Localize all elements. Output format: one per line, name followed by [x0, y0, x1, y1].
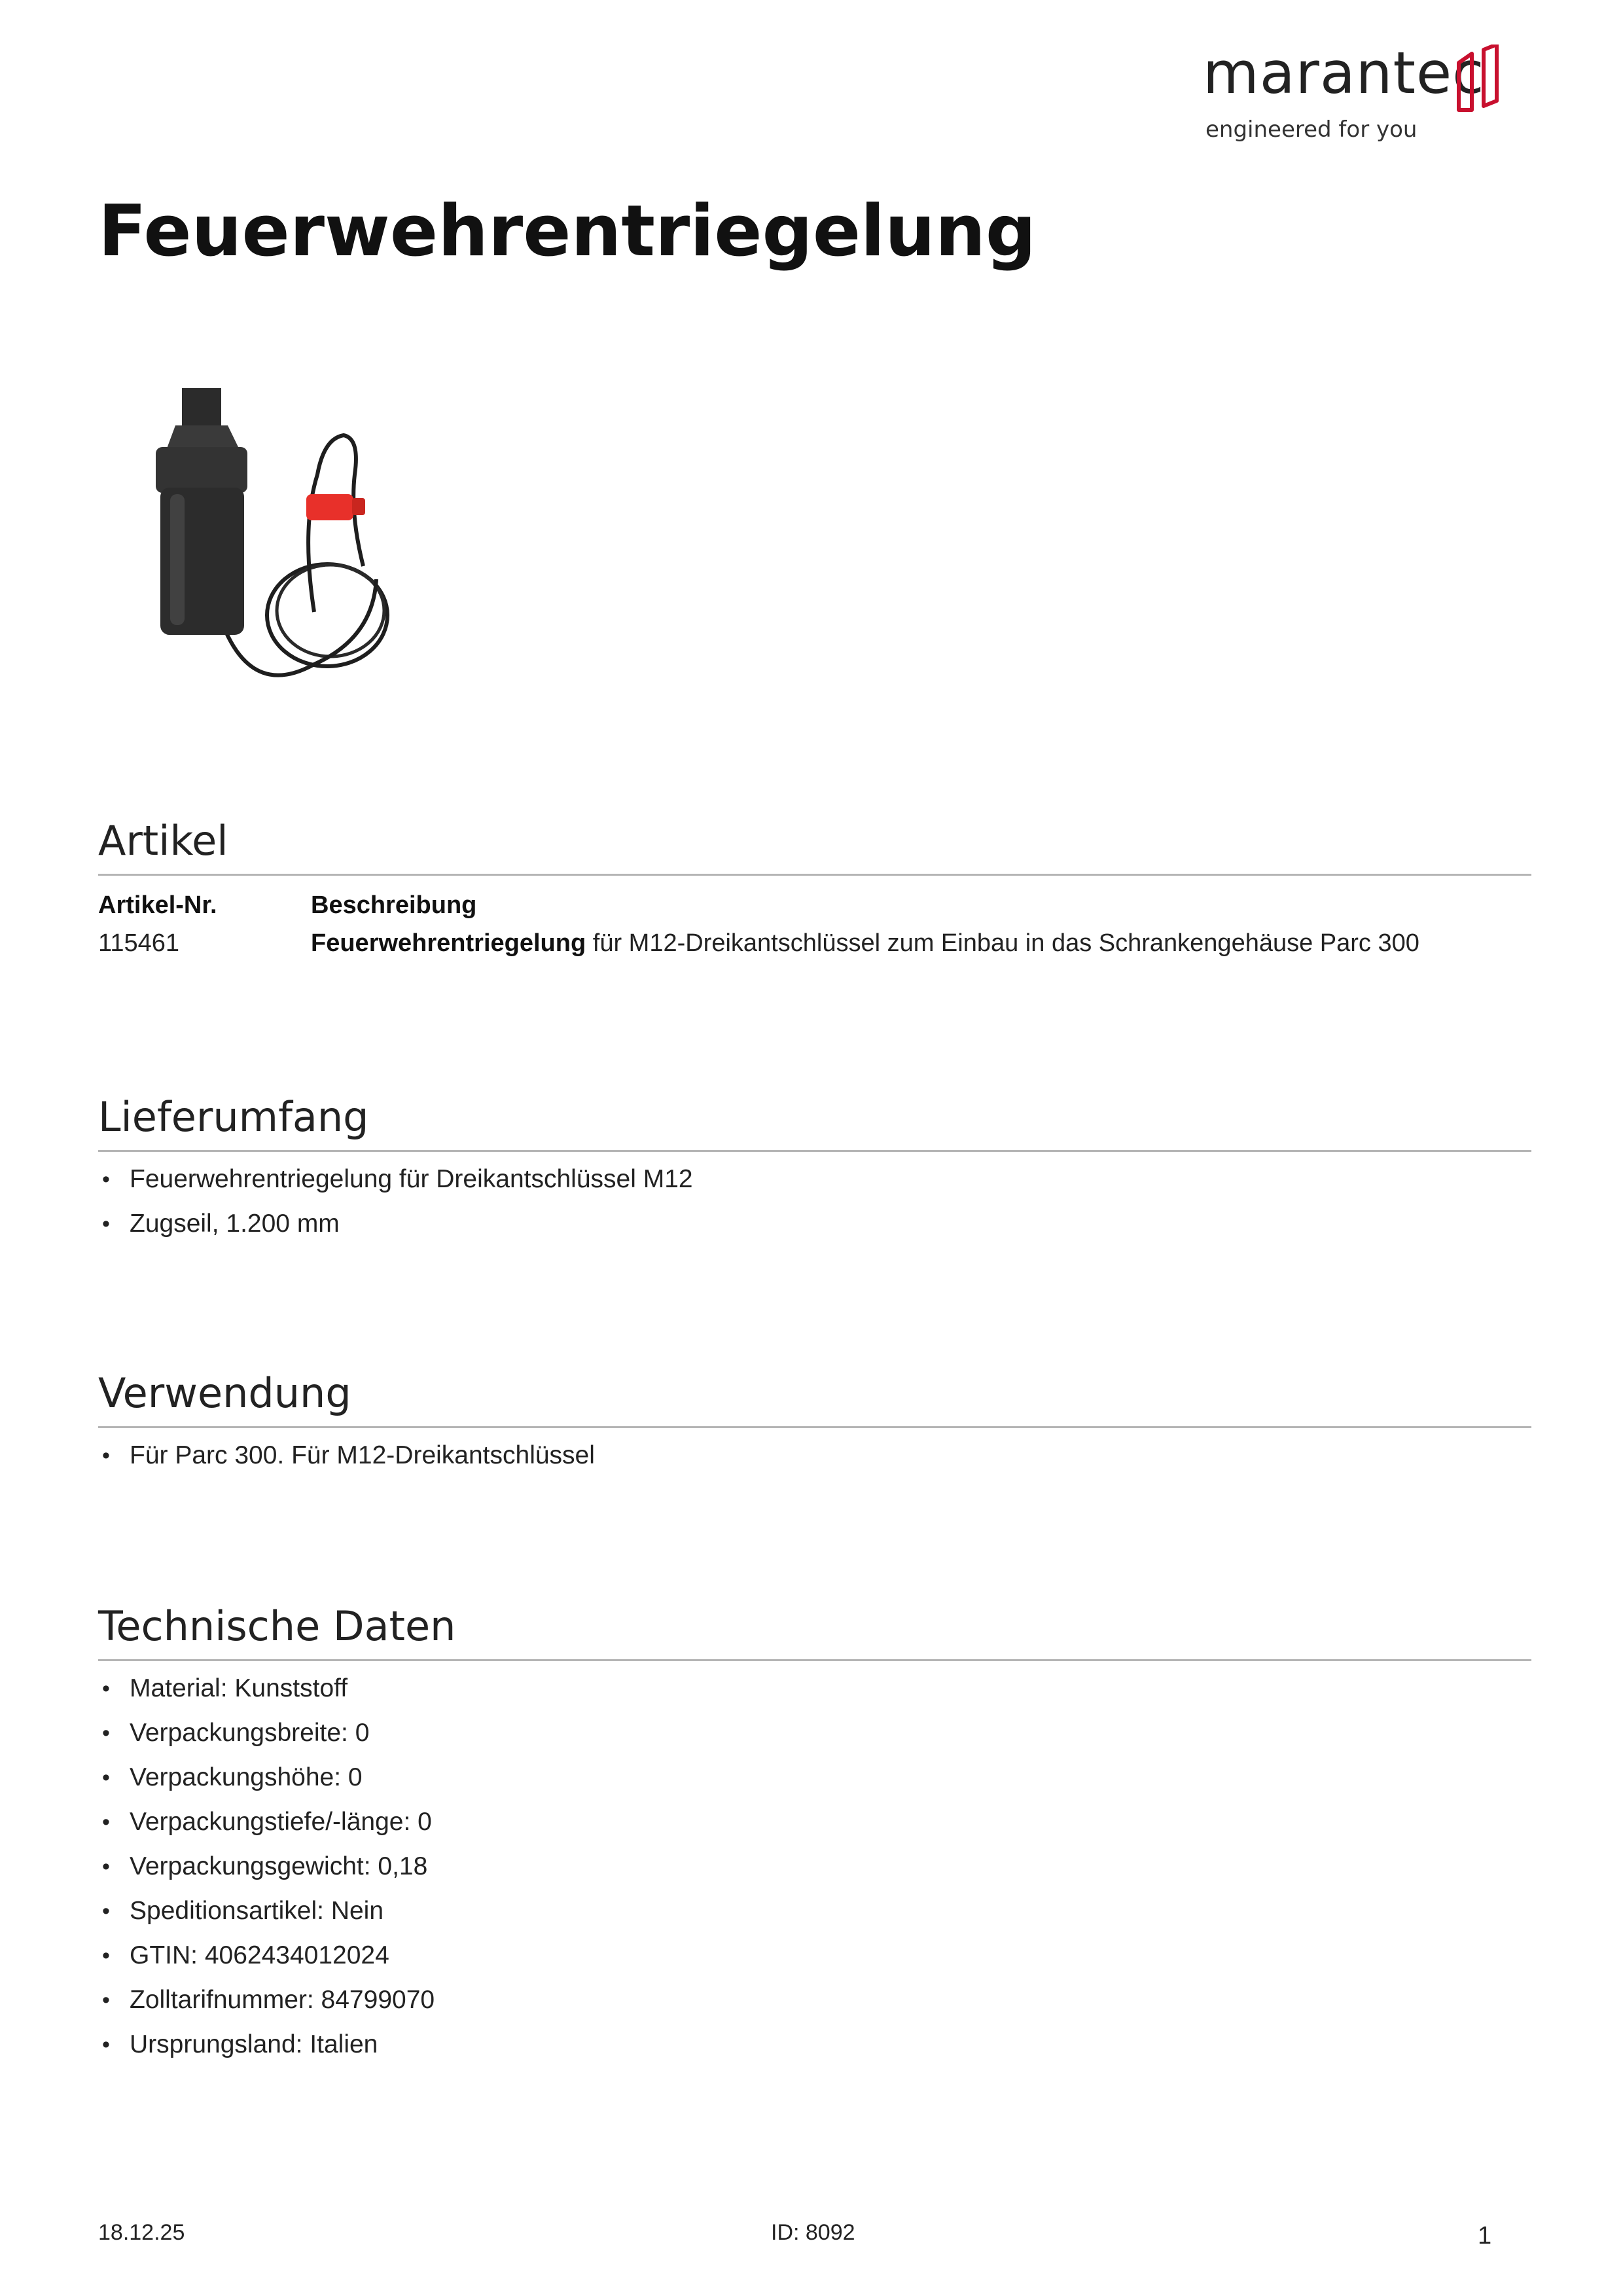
brand-logo	[1203, 39, 1504, 149]
page-title: Feuerwehrentriegelung	[98, 190, 1037, 272]
footer-date: 18.12.25	[98, 2220, 185, 2245]
article-number: 115461	[98, 929, 179, 957]
section-heading-artikel: Artikel	[98, 817, 228, 865]
footer-document-id: ID: 8092	[771, 2220, 855, 2245]
section-divider	[98, 874, 1531, 876]
list-item: • Zolltarifnummer: 84799070	[98, 1978, 435, 2022]
section-divider	[98, 1150, 1531, 1152]
list-item: • Verpackungstiefe/-länge: 0	[98, 1800, 435, 1844]
article-description-bold: Feuerwehrentriegelung	[311, 929, 586, 957]
footer-page-number: 1	[1478, 2222, 1492, 2250]
product-image	[98, 363, 471, 736]
article-description	[311, 929, 1419, 958]
logo-wordmark: marantec	[1203, 39, 1485, 107]
section-heading-lieferumfang: Lieferumfang	[98, 1093, 369, 1141]
logo-tagline: engineered for you	[1205, 117, 1418, 143]
article-description-rest: für M12-Dreikantschlüssel zum Einbau in das Schrankengehäuse Parc 300	[586, 929, 1419, 957]
list-item: • Zugseil, 1.200 mm	[98, 1202, 693, 1246]
column-header-description: Beschreibung	[311, 891, 477, 919]
list-item: • Feuerwehrentriegelung für Dreikantschlüssel M12	[98, 1157, 693, 1202]
list-item: • Verpackungsgewicht: 0,18	[98, 1844, 435, 1889]
section-divider	[98, 1659, 1531, 1661]
verwendung-list	[98, 1433, 595, 1478]
technische-daten-list	[98, 1666, 435, 2067]
list-item: • Verpackungsbreite: 0	[98, 1711, 435, 1755]
list-item: • GTIN: 4062434012024	[98, 1933, 435, 1978]
list-item: • Material: Kunststoff	[98, 1666, 435, 1711]
list-item: • Verpackungshöhe: 0	[98, 1755, 435, 1800]
list-item: • Ursprungsland: Italien	[98, 2022, 435, 2067]
section-heading-verwendung: Verwendung	[98, 1369, 351, 1417]
list-item: • Speditionsartikel: Nein	[98, 1889, 435, 1933]
list-item: • Für Parc 300. Für M12-Dreikantschlüssel	[98, 1433, 595, 1478]
logo-mark-icon	[1455, 45, 1501, 113]
section-divider	[98, 1426, 1531, 1428]
lieferumfang-list	[98, 1157, 693, 1246]
column-header-article-number: Artikel-Nr.	[98, 891, 217, 919]
section-heading-technische-daten: Technische Daten	[98, 1602, 456, 1650]
